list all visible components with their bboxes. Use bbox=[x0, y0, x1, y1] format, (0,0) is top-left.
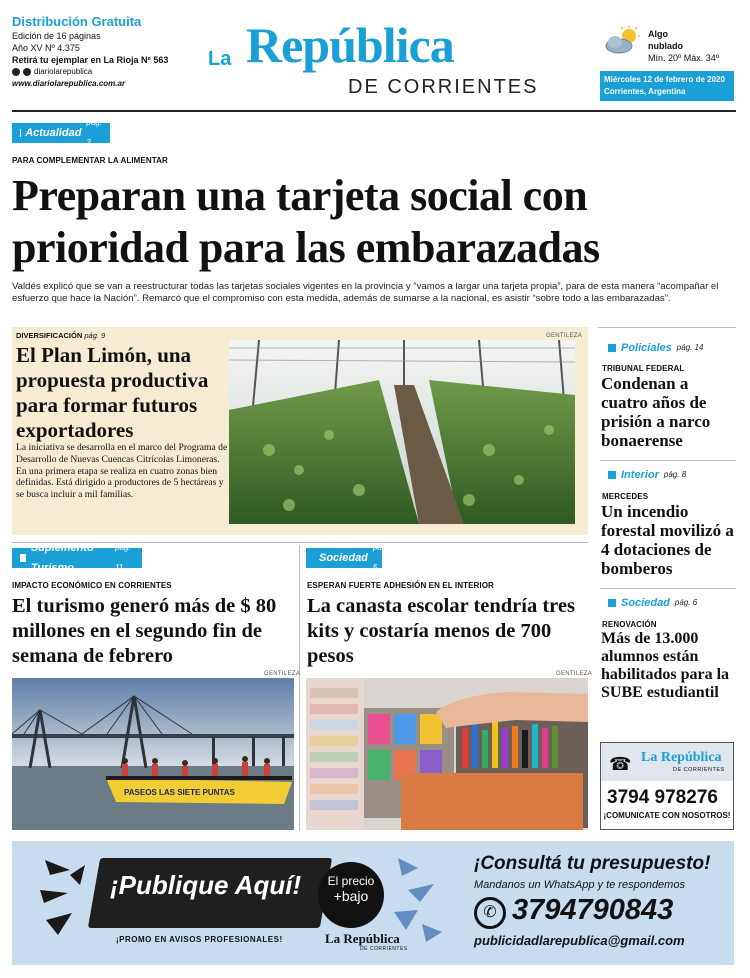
side-kicker: RENOVACIÓN bbox=[602, 620, 657, 629]
main-kicker: PARA COMPLEMENTAR LA ALIMENTAR bbox=[12, 156, 168, 165]
school-supplies-photo bbox=[306, 678, 588, 830]
burst-icon bbox=[40, 855, 100, 950]
contact-cta[interactable]: ¡COMUNICATE CON NOSOTROS! bbox=[603, 811, 731, 820]
main-body: Valdés explicó que se van a reestructurar todas las tarjetas sociales vigentes en la provincia y “vamos a largar una tarjeta propia”, para de esta manera “acompañar el esfuerzo que hace la Nación”. Remarcó que el compromiso con esta medida, además de sumarse a la nacional, es asistir “sobre todo a las embarazadas”. bbox=[12, 281, 719, 304]
side-divider bbox=[600, 588, 736, 589]
feature-section-name: DIVERSIFICACIÓN bbox=[16, 331, 83, 340]
section-tag-actualidad[interactable] bbox=[12, 118, 110, 147]
square-icon bbox=[608, 344, 616, 352]
date-box bbox=[600, 71, 734, 101]
ad-phone[interactable]: 3794790843 bbox=[512, 894, 674, 926]
consult-label: ¡Consultá tu presupuesto! bbox=[474, 853, 711, 874]
website-link[interactable]: www.diariolarepublica.com.ar bbox=[12, 79, 126, 88]
distribution-label: Distribución Gratuita bbox=[12, 14, 142, 29]
ad-email[interactable]: publicidadlarepublica@gmail.com bbox=[474, 933, 685, 948]
section-page: pág. 3 bbox=[86, 118, 102, 147]
greenhouse-photo bbox=[229, 340, 575, 524]
section-name: Actualidad bbox=[25, 127, 82, 139]
ad-logo-sub: DE CORRIENTES bbox=[360, 946, 408, 952]
cloud-sun-icon bbox=[603, 26, 643, 59]
bridge-boat-photo bbox=[12, 678, 294, 830]
publique-label[interactable]: ¡Publique Aquí! bbox=[110, 870, 302, 900]
section-tag-turismo[interactable] bbox=[12, 542, 142, 574]
weather-line2: nublado bbox=[648, 41, 683, 51]
newspaper-logo[interactable] bbox=[206, 10, 556, 100]
side-kicker: TRIBUNAL FEDERAL bbox=[602, 364, 685, 373]
section-name: Suplemento Turismo bbox=[30, 542, 94, 574]
logo-la: La bbox=[208, 48, 232, 70]
section-tag-policiales[interactable] bbox=[600, 338, 711, 358]
whatsapp-icon[interactable]: ✆ bbox=[474, 897, 506, 929]
section-page: pág. 14 bbox=[676, 343, 704, 352]
side-divider bbox=[600, 460, 736, 461]
shards-icon bbox=[388, 850, 448, 955]
side-divider bbox=[598, 327, 736, 328]
feature-body: La iniciativa se desarrolla en el marco del Programa de Desarrollo de Nuevas Cuencas Citrícolas Limoneras. En una primera etapa se realiza en cuatro zonas bien definidas. Está dirigido a productores de 5 hectáreas y se busca incluir a mil familias. bbox=[16, 442, 228, 501]
side-headline[interactable]: Condenan a cuatro años de prisión a narco bonaerense bbox=[601, 374, 711, 450]
society-kicker: ESPERAN FUERTE ADHESIÓN EN EL INTERIOR bbox=[307, 581, 494, 590]
feature-section-page: pág. 9 bbox=[84, 331, 106, 340]
tourism-headline[interactable]: El turismo generó más de $ 80 millones en el segundo fin de semana de febrero bbox=[12, 595, 277, 667]
section-tag-sociedad[interactable] bbox=[306, 543, 389, 572]
logo-main: República bbox=[246, 17, 454, 73]
logo-sub: DE CORRIENTES bbox=[348, 76, 539, 98]
section-name: Sociedad bbox=[621, 597, 670, 609]
side-kicker: MERCEDES bbox=[602, 492, 649, 501]
section-name: Interior bbox=[621, 469, 659, 481]
feature-headline[interactable]: El Plan Limón, una propuesta productiva para formar futuros exportadores bbox=[16, 343, 209, 442]
phone-icon: ☎ bbox=[609, 754, 632, 774]
section-page: pág. 8 bbox=[663, 470, 687, 479]
price-line1: El precio bbox=[327, 874, 375, 888]
society-headline[interactable]: La canasta escolar tendría tres kits y costaría menos de 700 pesos bbox=[307, 595, 575, 667]
price-line2: bajo bbox=[341, 888, 369, 904]
tourism-kicker: IMPACTO ECONÓMICO EN CORRIENTES bbox=[12, 581, 172, 590]
contact-phone[interactable]: 3794 978276 bbox=[607, 787, 718, 808]
main-headline-line1: Preparan una tarjeta social con bbox=[12, 171, 588, 220]
plus-icon: + bbox=[333, 888, 342, 904]
facebook-icon[interactable] bbox=[12, 68, 20, 76]
issue-label: Año XV Nº 4.375 bbox=[12, 43, 80, 53]
whatsapp-note: Mandanos un WhatsApp y te respondemos bbox=[474, 879, 685, 891]
ad-logo: La República bbox=[325, 931, 400, 946]
square-icon bbox=[608, 599, 616, 607]
section-name: Sociedad bbox=[319, 552, 368, 564]
main-headline-line2: prioridad para las embarazadas bbox=[12, 223, 600, 272]
date-label: Miércoles 12 de febrero de 2020 bbox=[604, 75, 725, 84]
main-headline[interactable] bbox=[12, 170, 600, 274]
weather-temps: Mín. 20º Máx. 34º bbox=[648, 53, 720, 63]
twitter-icon[interactable] bbox=[23, 68, 31, 76]
social-handle[interactable]: diariolarepublica bbox=[34, 67, 93, 76]
feature-credit: GENTILEZA bbox=[546, 333, 583, 339]
square-icon bbox=[608, 471, 616, 479]
weather bbox=[648, 28, 719, 64]
contact-logo-sub: DE CORRIENTES bbox=[673, 767, 725, 773]
square-icon bbox=[20, 554, 26, 562]
tourism-credit: GENTILEZA bbox=[264, 671, 301, 677]
contact-box[interactable] bbox=[600, 742, 734, 830]
section-tag-interior[interactable] bbox=[600, 465, 694, 485]
social-row bbox=[12, 66, 192, 78]
boat-text: PASEOS LAS SIETE PUNTAS bbox=[124, 788, 235, 797]
side-headline[interactable]: Un incendio forestal movilizó a 4 dotaciones de bomberos bbox=[601, 502, 734, 578]
column-divider bbox=[299, 545, 300, 831]
promo-label: ¡PROMO EN AVISOS PROFESIONALES! bbox=[116, 935, 283, 944]
location-label: Corrientes, Argentina bbox=[604, 87, 686, 96]
section-page: pág. 11 bbox=[115, 543, 131, 572]
contact-logo: La República bbox=[641, 750, 722, 765]
header-rule bbox=[12, 110, 736, 112]
society-credit: GENTILEZA bbox=[556, 671, 593, 677]
pickup-label: Retirá tu ejemplar en La Rioja Nº 563 bbox=[12, 55, 169, 65]
feature-section bbox=[16, 331, 105, 340]
section-page: pág. 6 bbox=[674, 598, 698, 607]
section-page: pág. 5 bbox=[372, 543, 389, 572]
edition-label: Edición de 16 páginas bbox=[12, 31, 101, 41]
price-badge bbox=[318, 862, 384, 928]
section-tag-sociedad-side[interactable] bbox=[600, 593, 705, 613]
masthead-info bbox=[12, 14, 192, 90]
section-name: Policiales bbox=[621, 342, 672, 354]
weather-line1: Algo bbox=[648, 29, 668, 39]
side-headline[interactable]: Más de 13.000 alumnos están habilitados para la SUBE estudiantil bbox=[601, 630, 730, 701]
